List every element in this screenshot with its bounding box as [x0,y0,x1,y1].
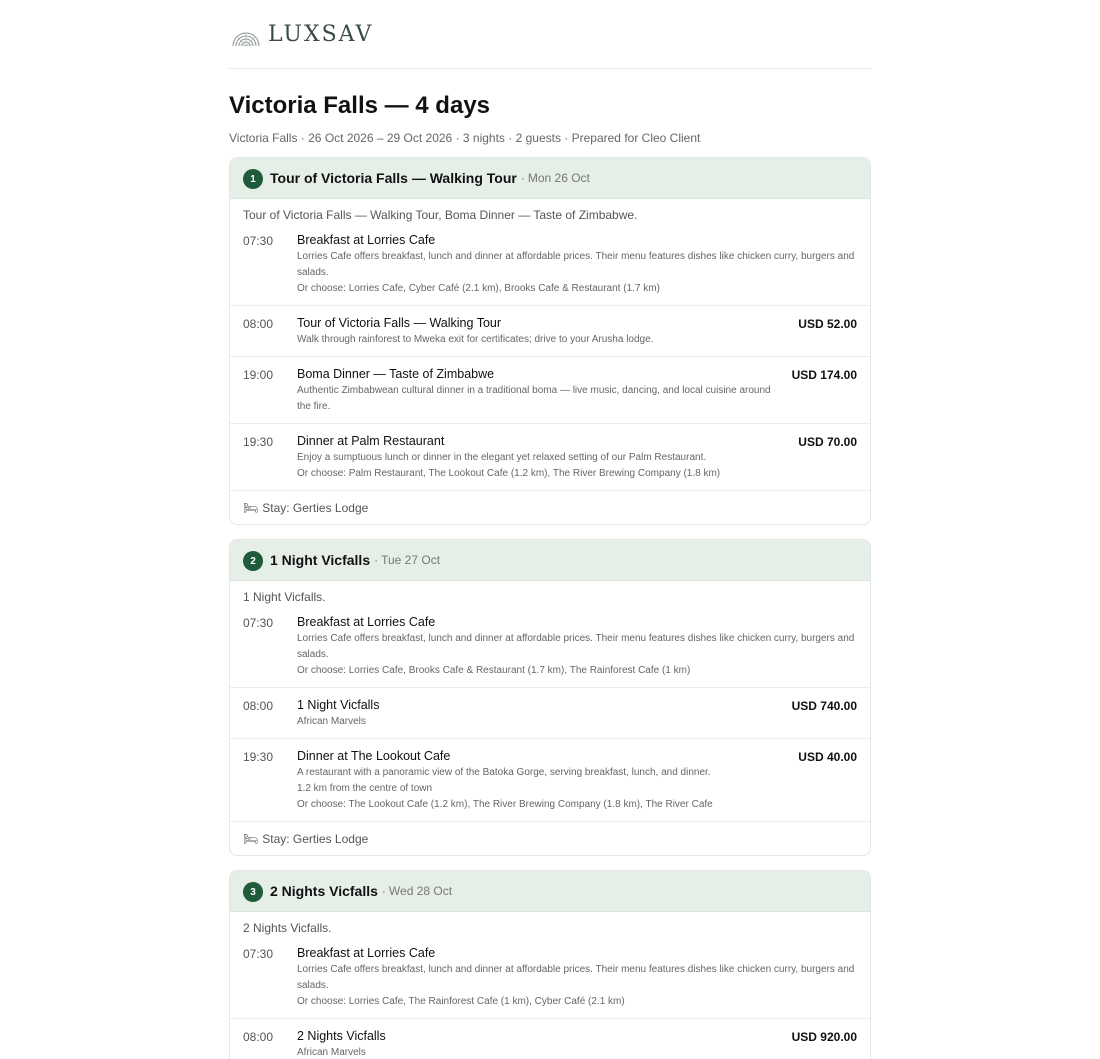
item-alternatives: Or choose: Lorries Cafe, The Rainforest Cafe (1 km), Cyber Café (2.1 km) [297,996,625,1007]
item-body [297,1029,777,1059]
item-name: Boma Dinner — Taste of Zimbabwe [297,367,495,381]
itinerary-item [230,306,870,357]
item-time: 19:00 [243,368,274,382]
item-description: Enjoy a sumptuous lunch or dinner in the elegant yet relaxed setting of our Palm Restaurant. [297,452,707,463]
item-time: 07:30 [243,947,274,961]
bed-icon: 🛏 [243,831,259,846]
stay-row [230,491,870,524]
item-description: Lorries Cafe offers breakfast, lunch and dinner at affordable prices. Their menu features dishes like chicken curry, burgers and salads. [297,251,855,278]
item-name: Breakfast at Lorries Cafe [297,233,436,247]
item-body [297,946,857,1010]
itinerary-item [230,606,870,688]
itinerary-item [230,224,870,306]
item-description: African Marvels [297,716,366,727]
item-description: Lorries Cafe offers breakfast, lunch and dinner at affordable prices. Their menu features dishes like chicken curry, burgers and salads. [297,633,855,660]
item-price: USD 40.00 [798,750,857,764]
day-header [230,158,870,199]
itinerary-item [230,1019,870,1059]
item-time: 07:30 [243,234,274,248]
item-price: USD 740.00 [791,699,857,713]
day-header [230,871,870,912]
day-number-badge: 3 [243,882,263,902]
item-price: USD 70.00 [798,435,857,449]
day-date: Mon 26 Oct [527,171,590,185]
day-card [229,157,871,525]
item-price: USD 174.00 [791,368,857,382]
item-body [297,615,857,679]
item-name: 1 Night Vicfalls [297,698,380,712]
item-time: 08:00 [243,317,274,331]
item-name: Dinner at The Lookout Cafe [297,749,451,763]
separator-dot: · [381,884,386,898]
stay-row [230,822,870,855]
item-description: Walk through rainforest to Mweka exit for certificates; drive to your Arusha lodge. [297,334,654,345]
item-price: USD 52.00 [798,317,857,331]
item-distance: 1.2 km from the centre of town [297,783,433,794]
item-description: Authentic Zimbabwean cultural dinner in a traditional boma — live music, dancing, and local cuisine around the fire. [297,385,771,412]
itinerary-item [230,688,870,739]
item-body [297,233,857,297]
day-number-badge: 1 [243,169,263,189]
day-card [229,539,871,856]
bed-icon: 🛏 [243,500,259,515]
item-body [297,367,777,415]
itinerary-item [230,739,870,822]
item-name: Dinner at Palm Restaurant [297,434,445,448]
day-card [229,870,871,1059]
day-date: Wed 28 Oct [388,884,453,898]
day-title: Tour of Victoria Falls — Walking Tour [270,170,517,186]
item-alternatives: Or choose: Lorries Cafe, Cyber Café (2.1 km), Brooks Cafe & Restaurant (1.7 km) [297,283,660,294]
day-title: 1 Night Vicfalls [270,552,371,568]
item-description: Lorries Cafe offers breakfast, lunch and dinner at affordable prices. Their menu features dishes like chicken curry, burgers and salads. [297,964,855,991]
itinerary-item [230,357,870,424]
item-body [297,434,777,482]
item-name: Breakfast at Lorries Cafe [297,615,436,629]
trip-meta: Victoria Falls · 26 Oct 2026 – 29 Oct 2026 · 3 nights · 2 guests · Prepared for Cleo Client [229,131,701,145]
item-description: African Marvels [297,1047,366,1058]
item-time: 07:30 [243,616,274,630]
item-body [297,316,777,348]
day-summary: 2 Nights Vicfalls. [243,921,332,935]
stay-label: Stay: Gerties Lodge [262,500,369,515]
item-price: USD 920.00 [791,1030,857,1044]
trip-title: Victoria Falls — 4 days [229,92,491,119]
day-list [229,157,871,1059]
day-number-badge: 2 [243,551,263,571]
itinerary-page [229,0,871,1059]
item-time: 19:30 [243,435,274,449]
day-summary: 1 Night Vicfalls. [243,590,326,604]
rainbow-logo-icon [231,19,261,49]
item-alternatives: Or choose: The Lookout Cafe (1.2 km), The River Brewing Company (1.8 km), The River Cafe [297,799,713,810]
day-date: Tue 27 Oct [381,553,441,567]
brand-name: LUXSAV [268,21,374,47]
itinerary-item [230,937,870,1019]
item-body [297,698,777,730]
day-header [230,540,870,581]
item-alternatives: Or choose: Lorries Cafe, Brooks Cafe & Restaurant (1.7 km), The Rainforest Cafe (1 km) [297,665,691,676]
day-summary: Tour of Victoria Falls — Walking Tour, Boma Dinner — Taste of Zimbabwe. [243,208,638,222]
stay-label: Stay: Gerties Lodge [262,831,369,846]
item-name: 2 Nights Vicfalls [297,1029,386,1043]
item-time: 08:00 [243,1030,274,1044]
item-body [297,749,777,813]
item-name: Breakfast at Lorries Cafe [297,946,436,960]
item-time: 19:30 [243,750,274,764]
item-description: A restaurant with a panoramic view of the Batoka Gorge, serving breakfast, lunch, and dinner. [297,767,711,778]
item-name: Tour of Victoria Falls — Walking Tour [297,316,502,330]
itinerary-item [230,424,870,491]
brand-header [229,0,871,69]
item-time: 08:00 [243,699,274,713]
separator-dot: · [520,171,525,185]
day-title: 2 Nights Vicfalls [270,883,378,899]
item-alternatives: Or choose: Palm Restaurant, The Lookout Cafe (1.2 km), The River Brewing Company (1.8 km) [297,468,721,479]
separator-dot: · [374,553,379,567]
